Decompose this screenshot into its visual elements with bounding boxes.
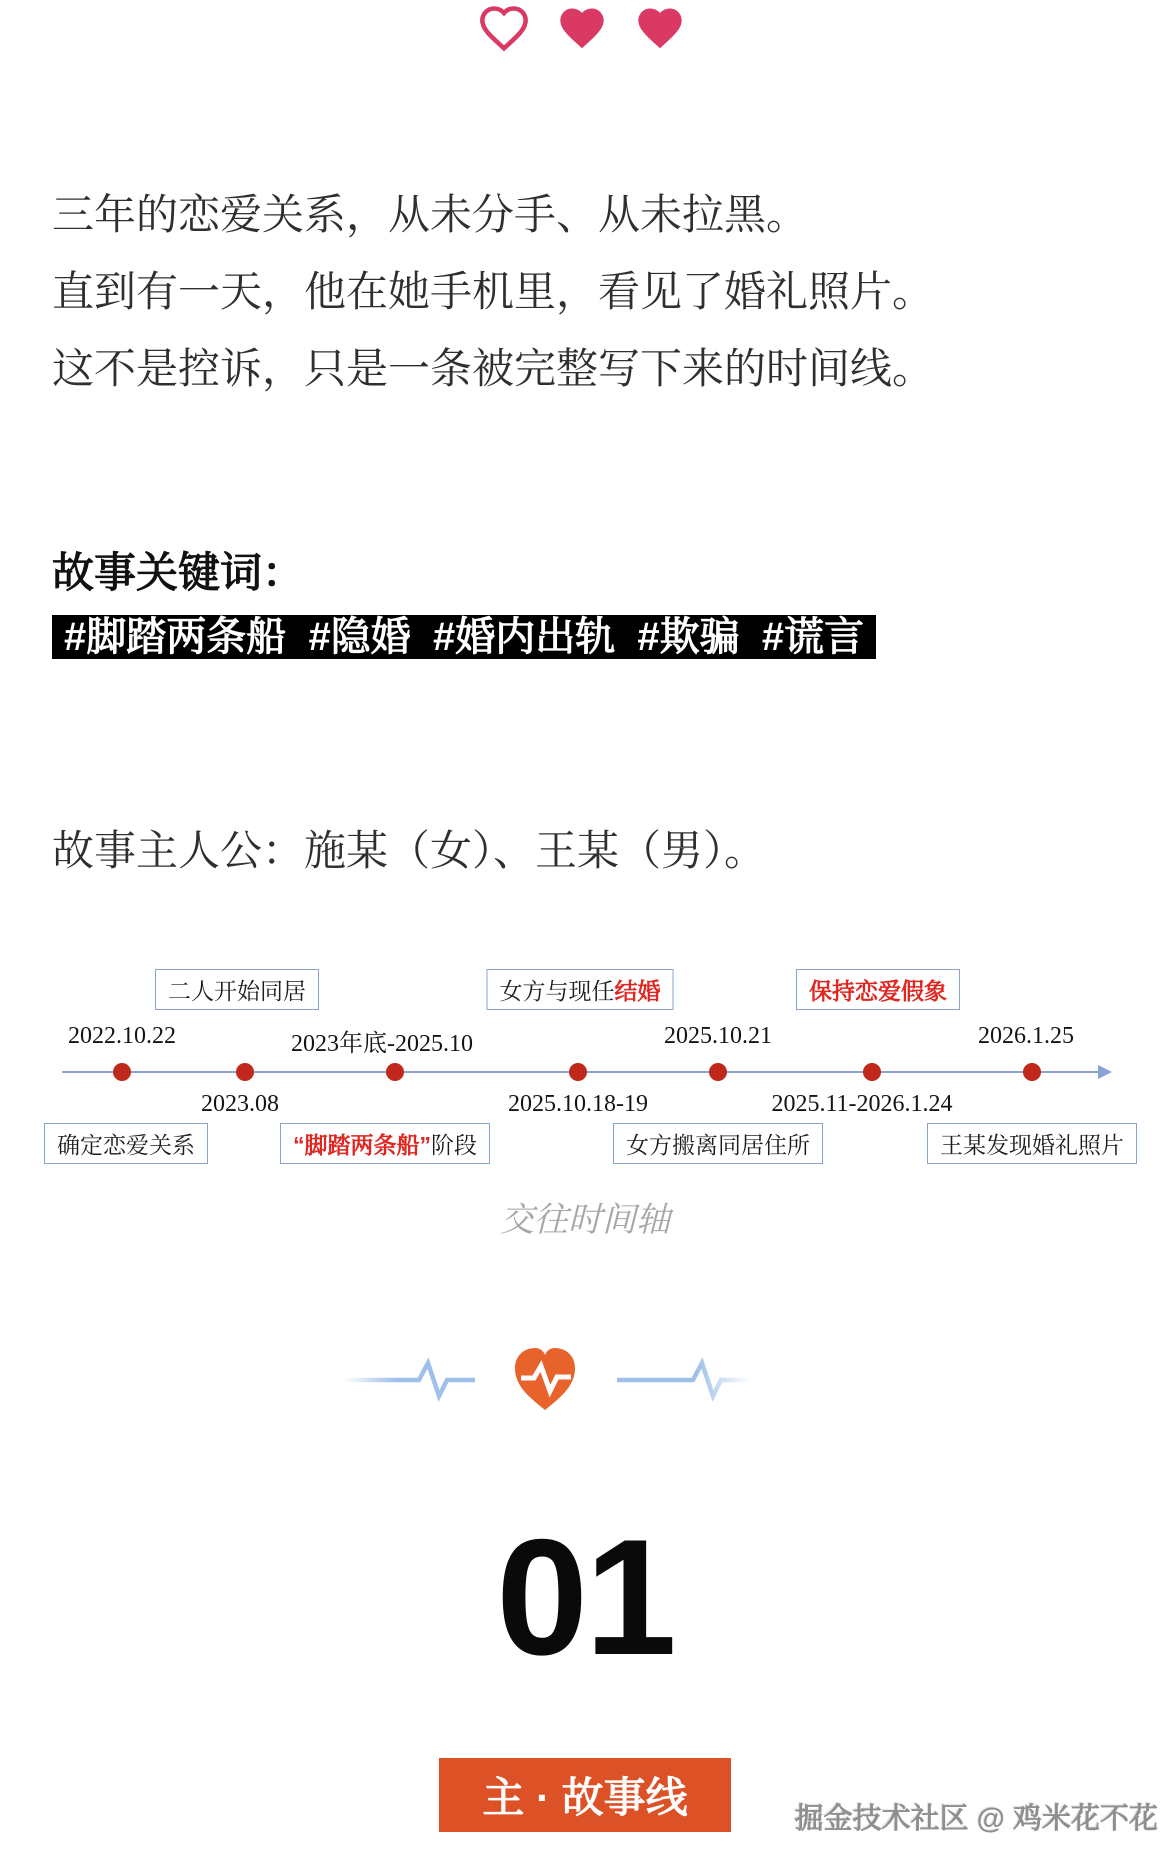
event-text: 女方搬离同居住所 [626,1132,810,1158]
timeline-event-box [487,969,674,1010]
timeline-event-box [927,1123,1137,1164]
heartbeat-divider [336,1342,756,1422]
event-text: 确定恋爱关系 [57,1132,195,1158]
intro-line-1: 三年的恋爱关系，从未分手、从未拉黑。 [52,191,809,238]
timeline-dot [569,1063,587,1081]
event-text: 阶段 [431,1132,477,1158]
intro-line-2: 直到有一天，他在她手机里，看见了婚礼照片。 [52,268,935,315]
heart-outline-icon [478,2,530,54]
timeline-date: 2022.10.22 [68,1023,176,1049]
timeline-date: 2026.1.25 [978,1023,1074,1049]
timeline-caption: 交往时间轴 [500,1201,670,1239]
keywords-tags: #脚踏两条船 #隐婚 #婚内出轨 #欺骗 #谎言 [52,615,876,659]
timeline-dot [863,1063,881,1081]
timeline-event-box [796,969,960,1010]
event-text-highlight: 保持恋爱假象 [809,978,947,1004]
section-badge: 主 · 故事线 [439,1758,731,1832]
keywords-heading: 故事关键词： [52,549,305,596]
timeline-date: 2025.10.21 [664,1023,772,1049]
watermark: 掘金技术社区 @ 鸡米花不花 [794,1803,1158,1835]
timeline-event-box [613,1123,823,1164]
timeline-date: 2023年底-2025.10 [291,1031,473,1057]
timeline-event-box [155,969,319,1010]
event-text-highlight: “脚踏两条船” [293,1132,431,1158]
timeline-date: 2025.11-2026.1.24 [771,1091,953,1117]
keywords-bar [52,601,928,682]
event-text: 王某发现婚礼照片 [940,1132,1124,1158]
relationship-timeline [0,955,1170,1170]
timeline-dot [386,1063,404,1081]
timeline-dot [1023,1063,1041,1081]
heart-filled-icon [556,2,608,54]
heartbeat-icon [336,1342,756,1422]
timeline-dot [236,1063,254,1081]
intro-paragraph [52,176,1122,407]
timeline-date: 2023.08 [201,1091,279,1117]
hearts-row [478,2,686,54]
section-number: 01 [496,1505,674,1689]
timeline-event-box [280,1123,490,1164]
timeline-date: 2025.10.18-19 [508,1091,648,1117]
timeline-dot [113,1063,131,1081]
timeline-dot [709,1063,727,1081]
event-text-highlight: 结婚 [614,978,661,1004]
timeline-event-box [44,1123,208,1164]
protagonist-line: 故事主人公：施某（女）、王某（男）。 [52,827,767,874]
timeline-arrow-icon [1098,1065,1112,1079]
event-text: 二人开始同居 [168,978,306,1004]
pulse-line-left [343,1363,475,1396]
pulse-line-right [617,1363,749,1396]
heart-pulse-icon [515,1348,575,1410]
event-text: 女方与现任 [499,978,615,1004]
heart-filled-icon [634,2,686,54]
intro-line-3: 这不是控诉，只是一条被完整写下来的时间线。 [52,345,935,392]
